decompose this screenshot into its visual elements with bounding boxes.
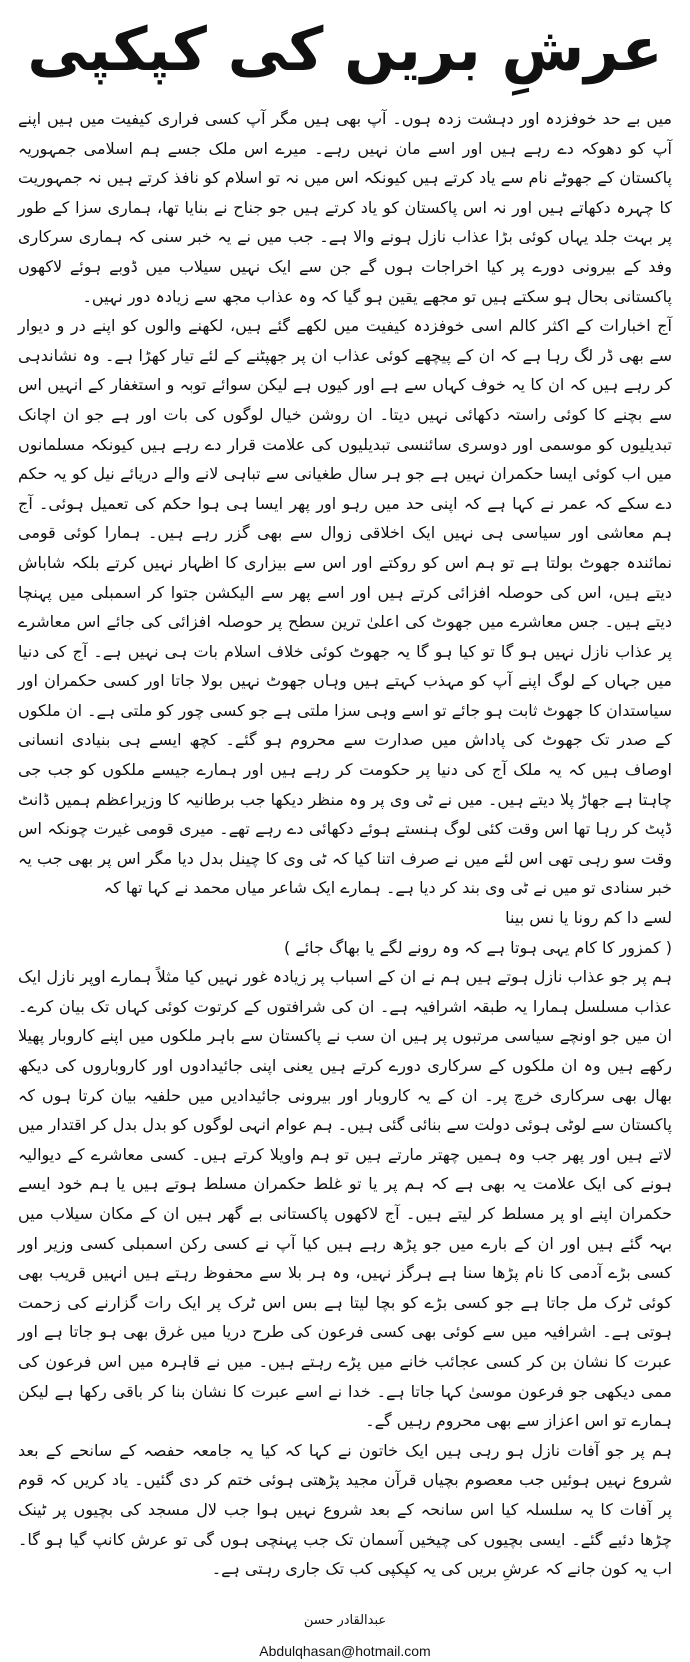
- author-email: Abdulqhasan@hotmail.com: [259, 1642, 431, 1659]
- column-title: عرشِ بریں کی کپکپی: [27, 15, 663, 85]
- paragraph-3: ہم پر جو عذاب نازل ہوتے ہیں ہم نے ان کے اسباب پر زیادہ غور نہیں کیا مثلاً ہمارے اوپر نازل ایک عذاب مسلسل ہمارا یہ طبقہ اشرافیہ ہے۔ ان کی شرافتوں کے کرتوت کوئی کہاں تک بیان کرے۔ ان میں جو اونچے سیاسی مرتبوں پر ہیں ان سب نے پاکستان سے باہر ملکوں میں اپنے کاروبار پھیلا رکھے ہیں وہ ان ملکوں کے سرکاری دورے کرتے ہیں یعنی اپنی جائیدادوں اور کاروباروں کی دیکھ بھال بھی سرکاری خرچ پر۔ ان کے یہ کاروبار اور بیرونی جائیدادیں میں حلفیہ بیان کرتا ہوں کہ پاکستان سے لوٹی ہوئی دولت سے بنائی گئی ہیں۔ ہم عوام انہی لوگوں کو بدل بدل کر اقتدار میں لاتے ہیں اور پھر جب وہ ہمیں چھتر مارتے ہیں تو ہم واویلا کرتے ہیں۔ کسی معاشرے کے دیوالیہ ہونے کی ایک علامت یہ بھی ہے کہ ہم پر یا تو غلط حکمران مسلط ہوتے ہیں یا ہم خود ایسے حکمران اپنے او پر مسلط کر لیتے ہیں۔ آج لاکھوں پاکستانی بے گھر ہیں ان کے مکان سیلاب میں بہہ گئے ہیں اور ان کے بارے میں جو پڑھ رہے ہیں کیا آپ نے کسی رکن اسمبلی کسی وزیر اور کسی بڑے آدمی کا نام پڑھا سنا ہے ہرگز نہیں، وہ ہر بلا سے محفوظ رہتے ہیں انہیں قریب بھی کوئی ٹرک مل جاتا ہے جو کسی بڑے کو بچا لیتا ہے بس اس ٹرک پر ایک رات گزارنے کی زحمت ہوتی ہے۔ اشرافیہ میں سے کوئی بھی کسی فرعون کی طرح دریا میں غرق بھی ہو جاتا ہے اور عبرت کا نشان بن کر کسی عجائب خانے میں پڑے رہتے ہیں۔ میں نے قاہرہ میں اس فرعون کی ممی دیکھی جو فرعون موسیٰ کہا جاتا ہے۔ خدا نے اسے عبرت کا نشان بنا کر باقی رکھا ہے لیکن ہمارے تو اس اعزاز سے بھی محروم رہیں گے۔: [18, 967, 672, 1431]
- paragraph-1: میں بے حد خوفزدہ اور دہشت زدہ ہوں۔ آپ بھی ہیں مگر آپ کسی فراری کیفیت میں ہیں اپنے آپ کو دھوکہ دے رہے ہیں اور اسے مان نہیں رہے۔ میرے اس ملک جسے ہم اسلامی جمہوریہ پاکستان کے جھوٹے نام سے یاد کرتے ہیں کیونکہ اس میں نہ تو اسلام کو نافذ کرتے ہیں نہ جمہوریت کا چہرہ دکھاتے ہیں اور نہ اس پاکستان کو یاد کرتے ہیں جو جناح نے بنایا تھا، ہماری سزا کے طور پر بہت جلد یہاں کوئی بڑا عذاب نازل ہونے والا ہے۔ جب میں نے یہ خبر سنی کہ ہماری سرکاری وفد کے بیرونی دورے پر کیا اخراجات ہوں گے جن سے ایک نہیں سیلاب میں ڈوبے ہوئے لاکھوں پاکستانی بحال ہو سکتے ہیں تو مجھے یقین ہو گیا کہ وہ عذاب مجھ سے زیادہ دور نہیں۔: [18, 109, 672, 306]
- paragraph-2: آج اخبارات کے اکثر کالم اسی خوفزدہ کیفیت میں لکھے گئے ہیں، لکھنے والوں کو اپنے در و دیوار سے بھی ڈر لگ رہا ہے کہ ان کے پیچھے کوئی عذاب ان پر جھپٹنے کے لئے تیار کھڑا ہے۔ وہ نشاندہی کر رہے ہیں کہ ان کا یہ خوف کہاں سے ہے اور کیوں ہے لیکن سوائے توبہ و استغفار کے انہیں اس سے بچنے کا کوئی راستہ دکھائی نہیں دیتا۔ ان روشن خیال لوگوں کی بات اور ہے جو ان اچانک تبدیلیوں کو موسمی اور دوسری سائنسی تبدیلیوں کی علامت قرار دے رہے ہیں کیونکہ مسلمانوں میں اب کوئی ایسا حکمران نہیں ہے جو ہر سال طغیانی سے تباہی لانے والے دریائے نیل کو یہ حکم دے سکے کہ عمر نے کہا ہے کہ اپنی حد میں رہو اور پھر ایسا ہی ہوا حکم کی تعمیل ہوئی۔ آج ہم معاشی اور سیاسی ہی نہیں ایک اخلاقی زوال سے بھی گزر رہے ہیں۔ ہمارا کوئی قومی نمائندہ جھوٹ بولتا ہے تو ہم اس کو روکتے اور اس سے بیزاری کا اظہار نہیں کرتے بلکہ شاباش دیتے ہیں، اس کی حوصلہ افزائی کرتے ہیں اور اسے پھر سے الیکشن جتوا کر اسمبلی میں پہنچا دیتے ہیں۔ جس معاشرے میں جھوٹ کی اعلیٰ ترین سطح پر حوصلہ افزائی کی جائے اس معاشرے پر عذاب نازل نہیں ہو گا تو کیا ہو گا یہ جھوٹ کوئی خلاف اسلام بات ہی نہیں ہے۔ آج کی دنیا میں جہاں کے لوگ اپنے آپ کو مہذب کہتے ہیں وہاں جھوٹ نہیں بولا جاتا اور کسی حکمران اور سیاستدان کا جھوٹ ثابت ہو جائے تو اسے وہی سزا ملتی ہے جو کسی چور کو ملتی ہے۔ ان ملکوں کے صدر تک جھوٹ کی پاداش میں صدارت سے محروم ہو گئے۔ کچھ ایسے ہی بنیادی انسانی اوصاف ہیں کہ یہ ملک آج کی دنیا پر حکومت کر رہے ہیں اور ہمارے جیسے ملکوں کو جب جی چاہتا ہے جھاڑ پلا دیتے ہیں۔ میں نے ٹی وی پر وہ منظر دیکھا جب برطانیہ کا وزیراعظم ہمیں ڈانٹ ڈپٹ کر رہا تھا اس وقت کئی لوگ ہنستے ہوئے دکھائی دے رہے تھے۔ میری قومی غیرت چونکہ اس وقت سو رہی تھی اس لئے میں نے صرف اتنا کیا کہ ٹی وی کا چینل بدل دیا مگر اس پر بھی جب یہ خبر سنادی تو میں نے ٹی وی بند کر دیا ہے۔ ہمارے ایک شاعر میاں محمد نے کہا تھا کہ: [18, 316, 672, 898]
- author-name: عبدالقادر حسن: [303, 1612, 387, 1628]
- column-body: [18, 104, 672, 1584]
- poetry-verse: لسے دا کم رونا یا نس بینا: [505, 908, 672, 928]
- verse-translation: ( کمزور کا کام یہی ہوتا ہے کہ وہ رونے لگے یا بھاگ جائے ): [283, 937, 672, 957]
- paragraph-4: ہم پر جو آفات نازل ہو رہی ہیں ایک خاتون نے کہا کہ کیا یہ جامعہ حفصہ کے سانحے کے بعد شروع نہیں ہوئیں جب معصوم بچیاں قرآن مجید پڑھتی ہوئی ختم کر دی گئیں۔ یاد کریں کہ قوم پر آفات کا یہ سلسلہ کیا اس سانحہ کے بعد شروع نہیں ہوا جب لال مسجد کی بچیوں پر ٹینک چڑھا دئیے گئے۔ ایسی بچیوں کی چیخیں آسمان تک جب پہنچی ہوں گی تو عرش کانپ گیا ہو گا۔ اب یہ کون جانے کہ عرشِ بریں کی یہ کپکپی کب تک جاری رہتی ہے۔: [18, 1440, 672, 1579]
